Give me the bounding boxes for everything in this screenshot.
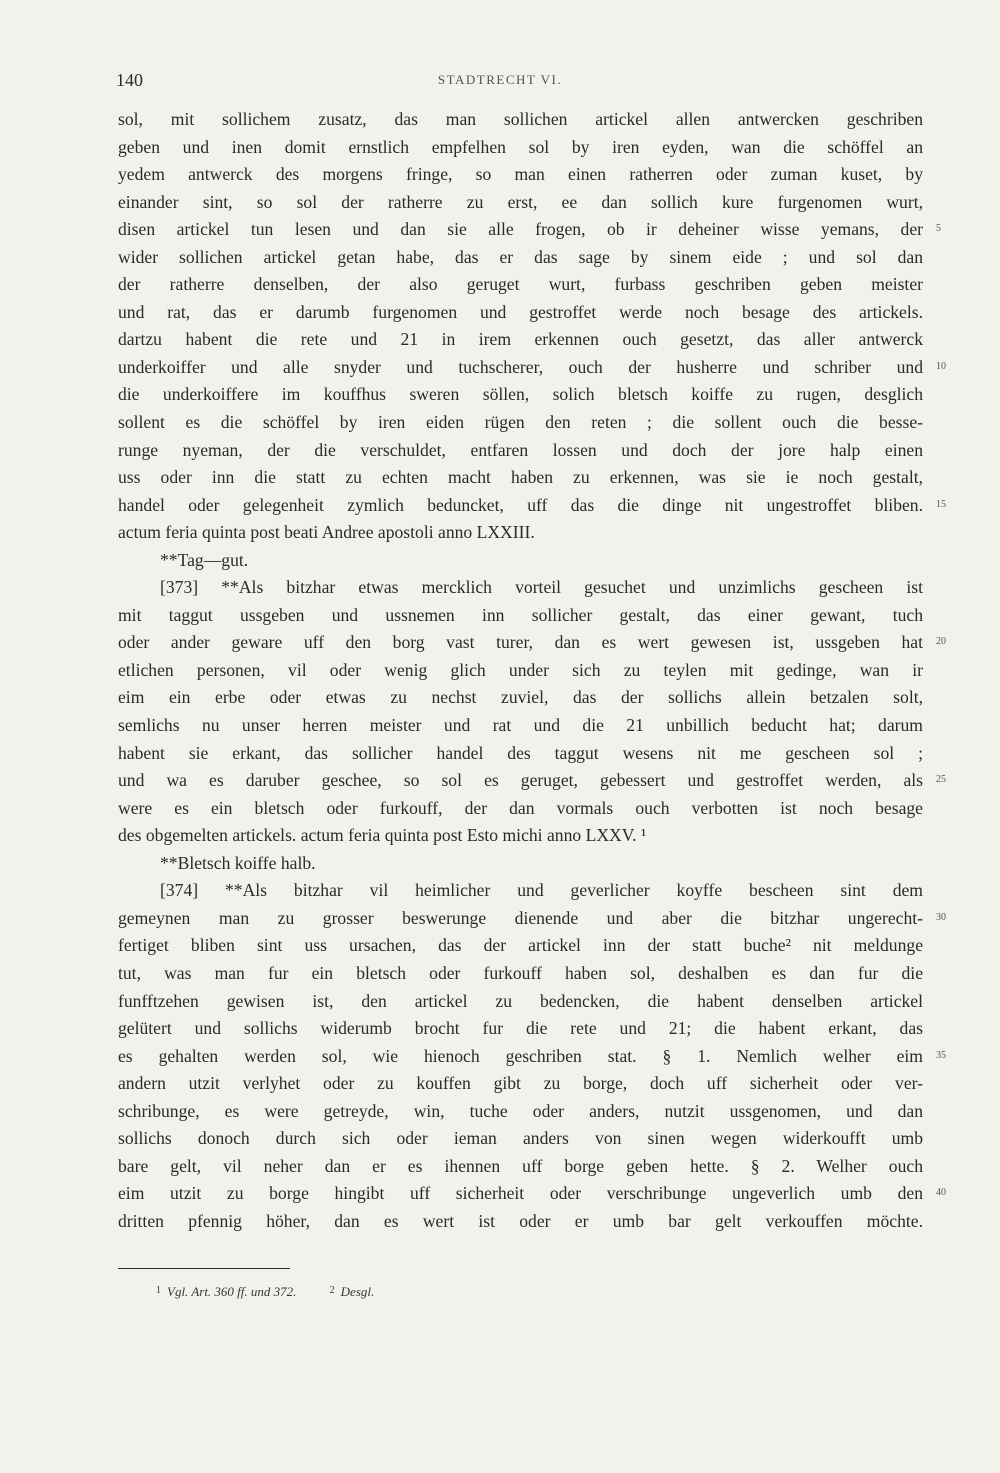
- margin-line-number: 15: [936, 499, 946, 510]
- running-title: STADTRECHT VI.: [437, 72, 563, 87]
- text-line: schribunge, es were getreyde, win, tuche oder anders, nutzit ussgenomen, und dan: [118, 1100, 923, 1121]
- footnote-text: Vgl. Art. 360 ff. und 372.: [167, 1284, 297, 1299]
- text-line: runge nyeman, der die verschuldet, entfaren lossen und doch der jore halp einen: [118, 439, 923, 460]
- text-line: habent sie erkant, das sollicher handel des taggut wesens nit me gescheen sol ;: [118, 742, 923, 763]
- main-text: [118, 106, 923, 1235]
- footnote-marker: 1: [156, 1285, 161, 1296]
- text-line: [373] **Als bitzhar etwas mercklich vorteil gesuchet und unzimlichs gescheen ist: [160, 577, 923, 598]
- text-line: uss oder inn die statt zu echten macht haben zu erkennen, was sie ie noch gestalt,: [118, 467, 923, 488]
- footnote: [156, 1284, 296, 1300]
- section-heading: **Bletsch koiffe halb.: [160, 852, 316, 873]
- text-line: etlichen personen, vil oder wenig glich under sich zu teylen mit gedinge, wan ir: [118, 659, 923, 680]
- text-line: mit taggut ussgeben und ussnemen inn sollicher gestalt, das einer gewant, tuch: [118, 604, 923, 625]
- text-line: disen artickel tun lesen und dan sie alle frogen, ob ir deheiner wisse yemans, der: [118, 219, 923, 240]
- margin-line-number: 20: [936, 636, 946, 647]
- text-line: sollichs donoch durch sich oder ieman anders von sinen wegen widerkoufft umb: [118, 1128, 923, 1149]
- text-line: funfftzehen gewisen ist, den artickel zu bedencken, die habent denselben artickel: [118, 990, 923, 1011]
- text-line: andern utzit verlyhet oder zu kouffen gibt zu borge, doch uff sicherheit oder ver-: [118, 1073, 923, 1094]
- margin-line-number: 35: [936, 1050, 946, 1061]
- text-line: oder ander geware uff den borg vast turer, dan es wert gewesen ist, ussgeben hat: [118, 632, 923, 653]
- footnotes: [156, 1284, 404, 1300]
- text-line: sol, mit sollichem zusatz, das man sollichen artickel allen antwercken geschriben: [118, 109, 923, 129]
- text-line: gelütert und sollichs widerumb brocht fur die rete und 21; die habent erkant, das: [118, 1018, 923, 1039]
- footnote-marker: 2: [329, 1285, 335, 1296]
- text-line: die underkoiffere im kouffhus sweren söllen, solich bletsch koiffe zu rugen, desglich: [118, 384, 923, 405]
- text-line: und wa es daruber geschee, so sol es geruget, gebessert und gestroffet werden, als: [118, 770, 923, 791]
- section-heading: **Tag—gut.: [160, 549, 249, 570]
- margin-line-number: 40: [936, 1187, 946, 1198]
- text-line: es gehalten werden sol, wie hienoch geschriben stat. § 1. Nemlich welher eim: [118, 1045, 923, 1066]
- text-line: actum feria quinta post beati Andree apostoli anno LXXIII.: [118, 522, 535, 543]
- text-line: semlichs nu unser herren meister und rat und die 21 unbillich beducht hat; darum: [118, 715, 923, 736]
- text-line: einander sint, so sol der ratherre zu erst, ee dan sollich kure furgenomen wurt,: [118, 191, 923, 212]
- text-line: tut, was man fur ein bletsch oder furkouff haben sol, deshalben es dan fur die: [118, 962, 923, 983]
- text-line: und rat, das er darumb furgenomen und gestroffet werde noch besage des artickels.: [118, 301, 923, 322]
- text-line: yedem antwerck des morgens fringe, so man einen ratherren oder zuman kuset, by: [118, 164, 923, 185]
- text-line: wider sollichen artickel getan habe, das er das sage by sinem eide ; und sol dan: [118, 246, 923, 267]
- page-number: 140: [116, 70, 143, 90]
- text-line: handel oder gelegenheit zymlich beduncket, uff das die dinge nit ungestroffet bliben.: [118, 494, 923, 515]
- text-line: [374] **Als bitzhar vil heimlicher und geverlicher koyffe bescheen sint dem: [160, 880, 923, 901]
- text-line: eim utzit zu borge hingibt uff sicherheit oder verschribunge ungeverlich umb den: [118, 1183, 923, 1204]
- margin-line-number: 30: [936, 912, 946, 923]
- footnote-divider: [118, 1268, 290, 1269]
- text-line: gemeynen man zu grosser beswerunge dienende und aber die bitzhar ungerecht-: [118, 907, 923, 928]
- text-line: sollent es die schöffel by iren eiden rügen den reten ; die sollent ouch die besse-: [118, 412, 923, 433]
- text-line: fertiget bliben sint uss ursachen, das der artickel inn der statt buche² nit meldunge: [118, 935, 923, 956]
- text-line: geben und inen domit ernstlich empfelhen sol by iren eyden, wan die schöffel an: [118, 136, 923, 157]
- text-line: dartzu habent die rete und 21 in irem erkennen ouch gesetzt, das aller antwerck: [118, 329, 923, 350]
- text-line: underkoiffer und alle snyder und tuchscherer, ouch der husherre und schriber und: [118, 356, 923, 377]
- text-line: des obgemelten artickels. actum feria quinta post Esto michi anno LXXV. ¹: [118, 825, 647, 846]
- footnote-text: Desgl.: [340, 1284, 375, 1299]
- text-line: der ratherre denselben, der also geruget wurt, furbass geschriben geben meister: [118, 274, 923, 295]
- margin-line-number: 10: [936, 361, 946, 372]
- text-line: were es ein bletsch oder furkouff, der dan vormals ouch verbotten ist noch besage: [118, 797, 923, 818]
- footnote: [330, 1284, 375, 1300]
- text-line: dritten pfennig höher, dan es wert ist oder er umb bar gelt verkouffen möchte.: [118, 1210, 923, 1231]
- text-line: bare gelt, vil neher dan er es ihennen uff borge geben hette. § 2. Welher ouch: [118, 1155, 923, 1176]
- margin-line-number: 25: [936, 774, 946, 785]
- text-line: eim ein erbe oder etwas zu nechst zuviel, das der sollichs allein betzalen solt,: [118, 687, 923, 708]
- margin-line-number: 5: [936, 223, 941, 234]
